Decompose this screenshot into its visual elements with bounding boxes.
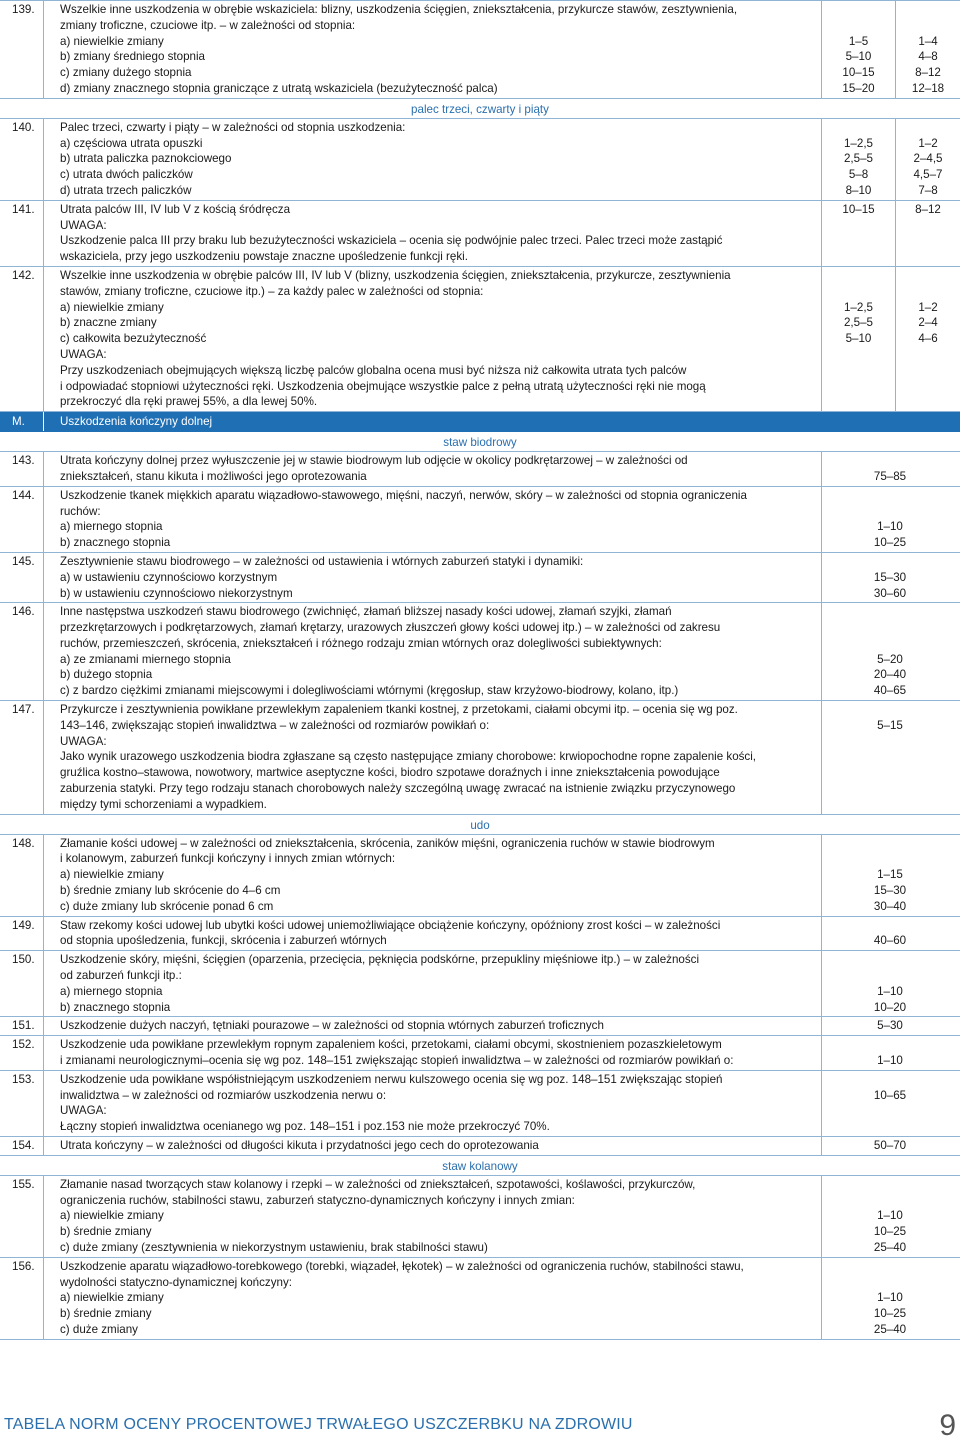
table-row	[0, 1137, 960, 1156]
item-number: 153.	[0, 1071, 44, 1136]
value-cell: 75–85	[873, 469, 907, 483]
value-cell: 2,5–5	[843, 316, 873, 330]
value-column	[822, 603, 960, 700]
description-line: c) utrata dwóch paliczków	[60, 168, 193, 182]
value-column	[822, 487, 960, 552]
description-line: b) zmiany średniego stopnia	[60, 50, 206, 64]
value-cell: 5–10	[845, 50, 872, 64]
value-cell	[898, 363, 958, 379]
description-line: UWAGA:	[60, 1104, 107, 1118]
description-line: Uszkodzenie uda powikłane przewlekłym ropnym zapaleniem kości, przetokami, ciałami obcymi, skostnieniem pozaszkieletowym	[60, 1038, 722, 1052]
value-cell: 1–2,5	[843, 300, 873, 314]
description-line: Wszelkie inne uszkodzenia w obrębie palców III, IV lub V (blizny, uszkodzenia ścięgien, zniekształcenia, przykurcze, zesztywnienia	[60, 268, 731, 282]
description-line: Przykurcze i zesztywnienia powikłane przewlekłym zapaleniem tkanki kostnej, z przetokami, ciałami obcymi itp. – ocenia się wg poz.	[60, 703, 738, 717]
value-cell: 1–4	[918, 34, 938, 48]
value-cell	[824, 379, 893, 395]
description-line: b) znaczne zmiany	[60, 316, 157, 330]
description-line: od stopnia upośledzenia, funkcji, skrócenia i zaburzeń wtórnych	[60, 934, 387, 948]
value-column-1	[822, 201, 896, 266]
value-cell: 20–40	[873, 668, 907, 682]
table-row	[0, 1, 960, 99]
value-column-2	[896, 119, 960, 200]
value-cell	[822, 781, 958, 797]
value-cell: 5–20	[877, 652, 903, 666]
value-column	[822, 1258, 960, 1339]
value-column	[822, 701, 960, 814]
value-cell: 1–2,5	[843, 136, 873, 150]
value-cell: 12–18	[911, 81, 945, 95]
value-cell: 10–25	[873, 1225, 907, 1239]
description-line: ruchów, przemieszczeń, skrócenia, zniekształceń i różnego rodzaju zmian wtórnych oraz dolegliwości subiektywnych:	[60, 636, 662, 650]
description-line: b) znacznego stopnia	[60, 536, 171, 550]
item-number: 143.	[0, 452, 44, 486]
description-line: ograniczenia ruchów, stabilności stawu, zaburzeń statyczno-dynamicznych kończyny i innych zmian:	[60, 1193, 575, 1207]
description-line: c) duże zmiany lub skrócenie ponad 6 cm	[60, 899, 274, 913]
item-description	[44, 119, 822, 200]
value-cell: 10–15	[842, 66, 875, 80]
value-cell: 2–4,5	[913, 152, 943, 166]
item-number: 156.	[0, 1258, 44, 1339]
description-line: a) niewielkie zmiany	[60, 34, 164, 48]
subsection-heading: staw biodrowy	[0, 432, 960, 452]
description-line: a) niewielkie zmiany	[60, 868, 164, 882]
item-description	[44, 267, 822, 411]
description-line: i odpowiadać stopniowi użyteczności ręki. Uszkodzenia obejmujące wszystkie palce z pełną utratą użyteczności ręki nie mogą	[60, 379, 706, 393]
table-row	[0, 951, 960, 1017]
table-row	[0, 701, 960, 815]
value-cell: 2–4	[918, 316, 938, 330]
description-line: b) dużego stopnia	[60, 668, 153, 682]
item-description	[44, 201, 822, 266]
page-footer	[0, 1408, 960, 1446]
value-column-2	[896, 1, 960, 98]
description-line: a) niewielkie zmiany	[60, 1209, 164, 1223]
item-description	[44, 1071, 822, 1136]
description-line: Przy uszkodzeniach obejmujących większą liczbę palców globalna ocena musi być niższa niż całkowita utrata tych palców	[60, 363, 687, 377]
table-row	[0, 487, 960, 553]
value-cell	[822, 1103, 958, 1119]
value-cell	[824, 268, 893, 284]
description-line: Utrata palców III, IV lub V z kością śródręcza	[60, 202, 291, 216]
value-cell	[898, 268, 958, 284]
description-line: od zaburzeń funkcji itp.:	[60, 969, 182, 983]
description-line: Uszkodzenie skóry, mięśni, ścięgien (oparzenia, przecięcia, pęknięcia podskórne, przepukliny mięśniowe itp.) – w zależności	[60, 953, 700, 967]
description-line: Staw rzekomy kości udowej lub ubytki kości udowej uniemożliwiające obciążenie kończyny, opóźniony zrost kości – w zależności	[60, 918, 721, 932]
description-line: zniekształceń, stanu kikuta i możliwości jego oprotezowania	[60, 469, 367, 483]
item-description	[44, 487, 822, 552]
item-number: 148.	[0, 835, 44, 916]
value-cell	[898, 284, 958, 300]
table-row	[0, 917, 960, 952]
value-cell: 30–60	[873, 586, 907, 600]
value-cell: 10–65	[873, 1088, 907, 1102]
value-cell	[822, 702, 958, 718]
description-line: Utrata kończyny – w zależności od długości kikuta i przydatności jego cech do oprotezowania	[60, 1139, 539, 1152]
item-description	[44, 603, 822, 700]
value-cell	[824, 363, 893, 379]
value-cell: 40–60	[873, 934, 907, 948]
table-row	[0, 1258, 960, 1340]
value-cell	[822, 797, 958, 813]
description-line: stawów, zmiany troficzne, czuciowe itp.) – za każdy palec w zależności od stopnia:	[60, 284, 484, 298]
description-line: Uszkodzenie dużych naczyń, tętniaki pourazowe – w zależności od stopnia wtórnych zaburzeń troficznych	[60, 1019, 604, 1033]
description-line: przekroczyć dla ręki prawej 55%, a dla lewej 50%.	[60, 395, 318, 409]
item-description	[44, 1036, 822, 1070]
value-cell: 1–10	[877, 1209, 903, 1223]
value-cell: 5–30	[877, 1019, 903, 1033]
value-cell	[898, 394, 958, 410]
subsection-heading: udo	[0, 815, 960, 835]
item-description	[44, 1258, 822, 1339]
value-column-1	[822, 267, 896, 411]
description-line: wskaziciela, przy jego uszkodzeniu powstaje znaczne upośledzenie funkcji ręki.	[60, 250, 468, 264]
description-line: a) niewielkie zmiany	[60, 300, 164, 314]
description-line: a) w ustawieniu czynnościowo korzystnym	[60, 570, 278, 584]
description-line: a) częściowa utrata opuszki	[60, 136, 203, 150]
value-column	[822, 1137, 960, 1155]
value-cell: 2,5–5	[843, 152, 873, 166]
item-description	[44, 917, 822, 951]
description-line: Uszkodzenie tkanek miękkich aparatu wiązadłowo-stawowego, mięśni, naczyń, nerwów, skóry – w zależności od stopnia ograniczenia	[60, 488, 747, 502]
value-cell: 1–15	[877, 868, 903, 882]
table-row	[0, 603, 960, 701]
description-line: c) z bardzo ciężkimi zmianami miejscowymi i dolegliwościami wtórnymi (kręgosłup, staw krzyżowo-biodrowy, kolano, itp.)	[60, 684, 679, 698]
value-column-1	[822, 1, 896, 98]
description-line: Wszelkie inne uszkodzenia w obrębie wskaziciela: blizny, uszkodzenia ścięgien, zniekształcenia, przykurcze stawów, zesztywnienia,	[60, 3, 738, 16]
description-line: Uszkodzenie aparatu wiązadłowo-torebkowego (torebki, wiązadeł, łękotek) – w zależności od ograniczenia ruchów, stabilności stawu,	[60, 1259, 744, 1273]
value-column	[822, 452, 960, 486]
description-line: Uszkodzenie uda powikłane współistniejącym uszkodzeniem nerwu kulszowego ocenia się wg poz. 148–151 zwiększając stopień	[60, 1072, 723, 1086]
value-column	[822, 1176, 960, 1257]
table-row	[0, 1017, 960, 1036]
value-column	[822, 835, 960, 916]
subsection-heading: staw kolanowy	[0, 1156, 960, 1176]
description-line: wydolności statyczno-dynamicznej kończyny:	[60, 1275, 292, 1289]
value-cell	[822, 749, 958, 765]
description-line: b) utrata paliczka paznokciowego	[60, 152, 232, 166]
description-line: a) niewielkie zmiany	[60, 1291, 164, 1305]
item-number: 149.	[0, 917, 44, 951]
value-cell	[822, 1072, 958, 1088]
value-cell: 5–8	[848, 168, 869, 182]
value-cell: 10–20	[873, 1000, 907, 1014]
section-heading	[0, 412, 960, 432]
value-cell	[824, 394, 893, 410]
item-number: 155.	[0, 1176, 44, 1257]
item-number: 140.	[0, 119, 44, 200]
value-cell: 5–15	[877, 718, 903, 732]
description-line: Palec trzeci, czwarty i piąty – w zależności od stopnia uszkodzenia:	[60, 120, 406, 134]
description-line: i zmianami neurologicznymi–ocenia się wg poz. 148–151 zwiększając stopień inwalidztwa – w zależności od rozmiarów powikłań o:	[60, 1054, 734, 1068]
description-line: Złamanie kości udowej – w zależności od zniekształcenia, skrócenia, zaników mięśni, ograniczenia ruchów w stawie biodrowym	[60, 836, 715, 850]
value-cell: 1–2	[918, 136, 938, 150]
description-line: zaburzenia statyki. Przy tego rodzaju stanach chorobowych należy szczególną uwagę zwracać na istnienie związku przyczynowego	[60, 782, 736, 796]
item-number: 146.	[0, 603, 44, 700]
section-letter: M.	[0, 412, 44, 431]
description-line: Inne następstwa uszkodzeń stawu biodrowego (zwichnięć, złamań bliższej nasady kości udowej, złamań szyjki, złamań	[60, 605, 672, 619]
description-line: ruchów:	[60, 504, 101, 518]
item-number: 147.	[0, 701, 44, 814]
description-line: c) duże zmiany	[60, 1322, 138, 1336]
value-cell: 4,5–7	[913, 168, 943, 182]
value-cell	[822, 1119, 958, 1135]
description-line: c) duże zmiany (zesztywnienia w niekorzystnym ustawieniu, brak stabilności stawu)	[60, 1240, 488, 1254]
value-cell: 4–8	[918, 50, 938, 64]
value-cell: 1–10	[877, 520, 903, 534]
value-cell: 10–25	[873, 1307, 907, 1321]
item-number: 150.	[0, 951, 44, 1016]
item-number: 151.	[0, 1017, 44, 1035]
description-line: Zesztywnienie stawu biodrowego – w zależności od ustawienia i wtórnych zaburzeń statyki i dynamiki:	[60, 554, 584, 568]
value-cell	[822, 734, 958, 750]
value-cell	[898, 379, 958, 395]
item-description	[44, 1017, 822, 1035]
table-row	[0, 452, 960, 487]
item-description	[44, 835, 822, 916]
value-cell	[824, 347, 893, 363]
value-cell: 10–25	[873, 536, 907, 550]
item-description	[44, 951, 822, 1016]
value-column-2	[896, 267, 960, 411]
value-column	[822, 1017, 960, 1035]
item-description	[44, 1176, 822, 1257]
table-row	[0, 267, 960, 412]
item-description	[44, 1, 822, 98]
value-cell: 30–40	[873, 899, 907, 913]
section-title: Uszkodzenia kończyny dolnej	[60, 415, 213, 429]
value-cell: 1–10	[877, 1291, 903, 1305]
description-line: b) średnie zmiany lub skrócenie do 4–6 cm	[60, 884, 281, 898]
value-cell	[898, 347, 958, 363]
item-number: 142.	[0, 267, 44, 411]
value-cell: 10–15	[842, 202, 875, 216]
description-line: d) utrata trzech paliczków	[60, 183, 192, 197]
value-cell: 15–30	[873, 570, 907, 584]
value-column	[822, 1036, 960, 1070]
value-cell: 4–6	[918, 332, 938, 346]
value-cell: 1–10	[877, 1054, 903, 1068]
description-line: inwalidztwa – w zależności od rozmiarów uszkodzenia nerwu o:	[60, 1088, 387, 1102]
value-column-1	[822, 119, 896, 200]
value-column	[822, 951, 960, 1016]
description-line: c) całkowita bezużyteczność	[60, 332, 207, 346]
description-line: d) zmiany znacznego stopnia graniczące z utratą wskaziciela (bezużyteczność palca)	[60, 81, 498, 95]
table-row	[0, 1071, 960, 1137]
item-number: 144.	[0, 487, 44, 552]
item-description	[44, 553, 822, 602]
value-cell: 1–10	[877, 984, 903, 998]
item-number: 145.	[0, 553, 44, 602]
page-number: 9	[939, 1409, 956, 1442]
value-column	[822, 917, 960, 951]
description-line: Złamanie nasad tworzących staw kolanowy i rzepki – w zależności od zniekształceń, szpotawości, koślawości, przykurczów,	[60, 1177, 696, 1191]
description-line: Utrata kończyny dolnej przez wyłuszczenie jej w stawie biodrowym lub odjęcie w okolicy podkrętarzowej – w zależności od	[60, 454, 688, 468]
description-line: b) średnie zmiany	[60, 1307, 152, 1321]
description-line: zmiany troficzne, czuciowe itp. – w zależności od stopnia:	[60, 18, 356, 32]
table-row	[0, 835, 960, 917]
description-line: przezkrętarzowych i podkrętarzowych, złamań krętarzy, urazowych złuszczeń głowy kości udowej itp.) – w zależności od zakresu	[60, 621, 721, 635]
value-cell: 25–40	[873, 1322, 907, 1336]
table-row	[0, 1036, 960, 1071]
value-cell: 15–30	[873, 884, 907, 898]
footer-title: TABELA NORM OCENY PROCENTOWEJ TRWAŁEGO USZCZERBKU NA ZDROWIU	[4, 1416, 633, 1433]
value-cell: 7–8	[918, 183, 938, 197]
table-row	[0, 119, 960, 201]
value-column-2	[896, 201, 960, 266]
description-line: Jako wynik urazowego uszkodzenia biodra zgłaszane są często następujące zmiany chorobowe: krwiopochodne ropne zapalenie kości,	[60, 750, 757, 764]
subsection-heading: palec trzeci, czwarty i piąty	[0, 99, 960, 119]
value-cell: 8–10	[845, 183, 872, 197]
description-line: 143–146, zwiększając stopień inwalidztwa – w zależności od rozmiarów powikłań o:	[60, 718, 490, 732]
value-cell: 1–2	[918, 300, 938, 314]
description-line: b) w ustawieniu czynnościowo niekorzystnym	[60, 586, 293, 600]
item-number: 141.	[0, 201, 44, 266]
item-number: 154.	[0, 1137, 44, 1155]
table-row	[0, 201, 960, 267]
description-line: c) zmiany dużego stopnia	[60, 66, 192, 80]
value-cell	[822, 765, 958, 781]
description-line: gruźlica kostno–stawowa, nowotwory, martwice aseptyczne kości, biodro szpotawe doraźnych i inne zniekształcenia powodujące	[60, 766, 720, 780]
table-row	[0, 1176, 960, 1258]
description-line: b) znacznego stopnia	[60, 1000, 171, 1014]
description-line: UWAGA:	[60, 218, 107, 232]
item-description	[44, 1137, 822, 1155]
value-cell	[824, 284, 893, 300]
description-line: a) miernego stopnia	[60, 984, 163, 998]
description-line: Łączny stopień inwalidztwa ocenianego wg poz. 148–151 i poz.153 nie może przekroczyć 70%.	[60, 1120, 550, 1134]
value-column	[822, 553, 960, 602]
value-cell: 5–10	[845, 332, 872, 346]
description-line: Uszkodzenie palca III przy braku lub bezużyteczności wskaziciela – ocenia się podwójnie palec trzeci. Palec trzeci może zastąpić	[60, 234, 723, 248]
description-line: i kolanowym, zaburzeń funkcji kończyny i innych zmian wtórnych:	[60, 852, 396, 866]
value-column	[822, 1071, 960, 1136]
description-line: UWAGA:	[60, 347, 107, 361]
description-line: a) miernego stopnia	[60, 520, 163, 534]
value-cell: 1–5	[848, 34, 869, 48]
value-cell: 8–12	[915, 202, 941, 216]
description-line: UWAGA:	[60, 734, 107, 748]
description-line: między tymi schorzeniami a wypadkiem.	[60, 797, 267, 811]
description-line: b) średnie zmiany	[60, 1225, 152, 1239]
value-cell: 8–12	[915, 66, 941, 80]
description-line: a) ze zmianami miernego stopnia	[60, 652, 231, 666]
item-number: 139.	[0, 1, 44, 98]
value-cell: 50–70	[873, 1139, 907, 1152]
value-cell: 40–65	[873, 684, 907, 698]
table-row	[0, 553, 960, 603]
item-description	[44, 701, 822, 814]
value-cell: 25–40	[873, 1240, 907, 1254]
value-cell: 15–20	[842, 81, 875, 95]
item-description	[44, 452, 822, 486]
item-number: 152.	[0, 1036, 44, 1070]
